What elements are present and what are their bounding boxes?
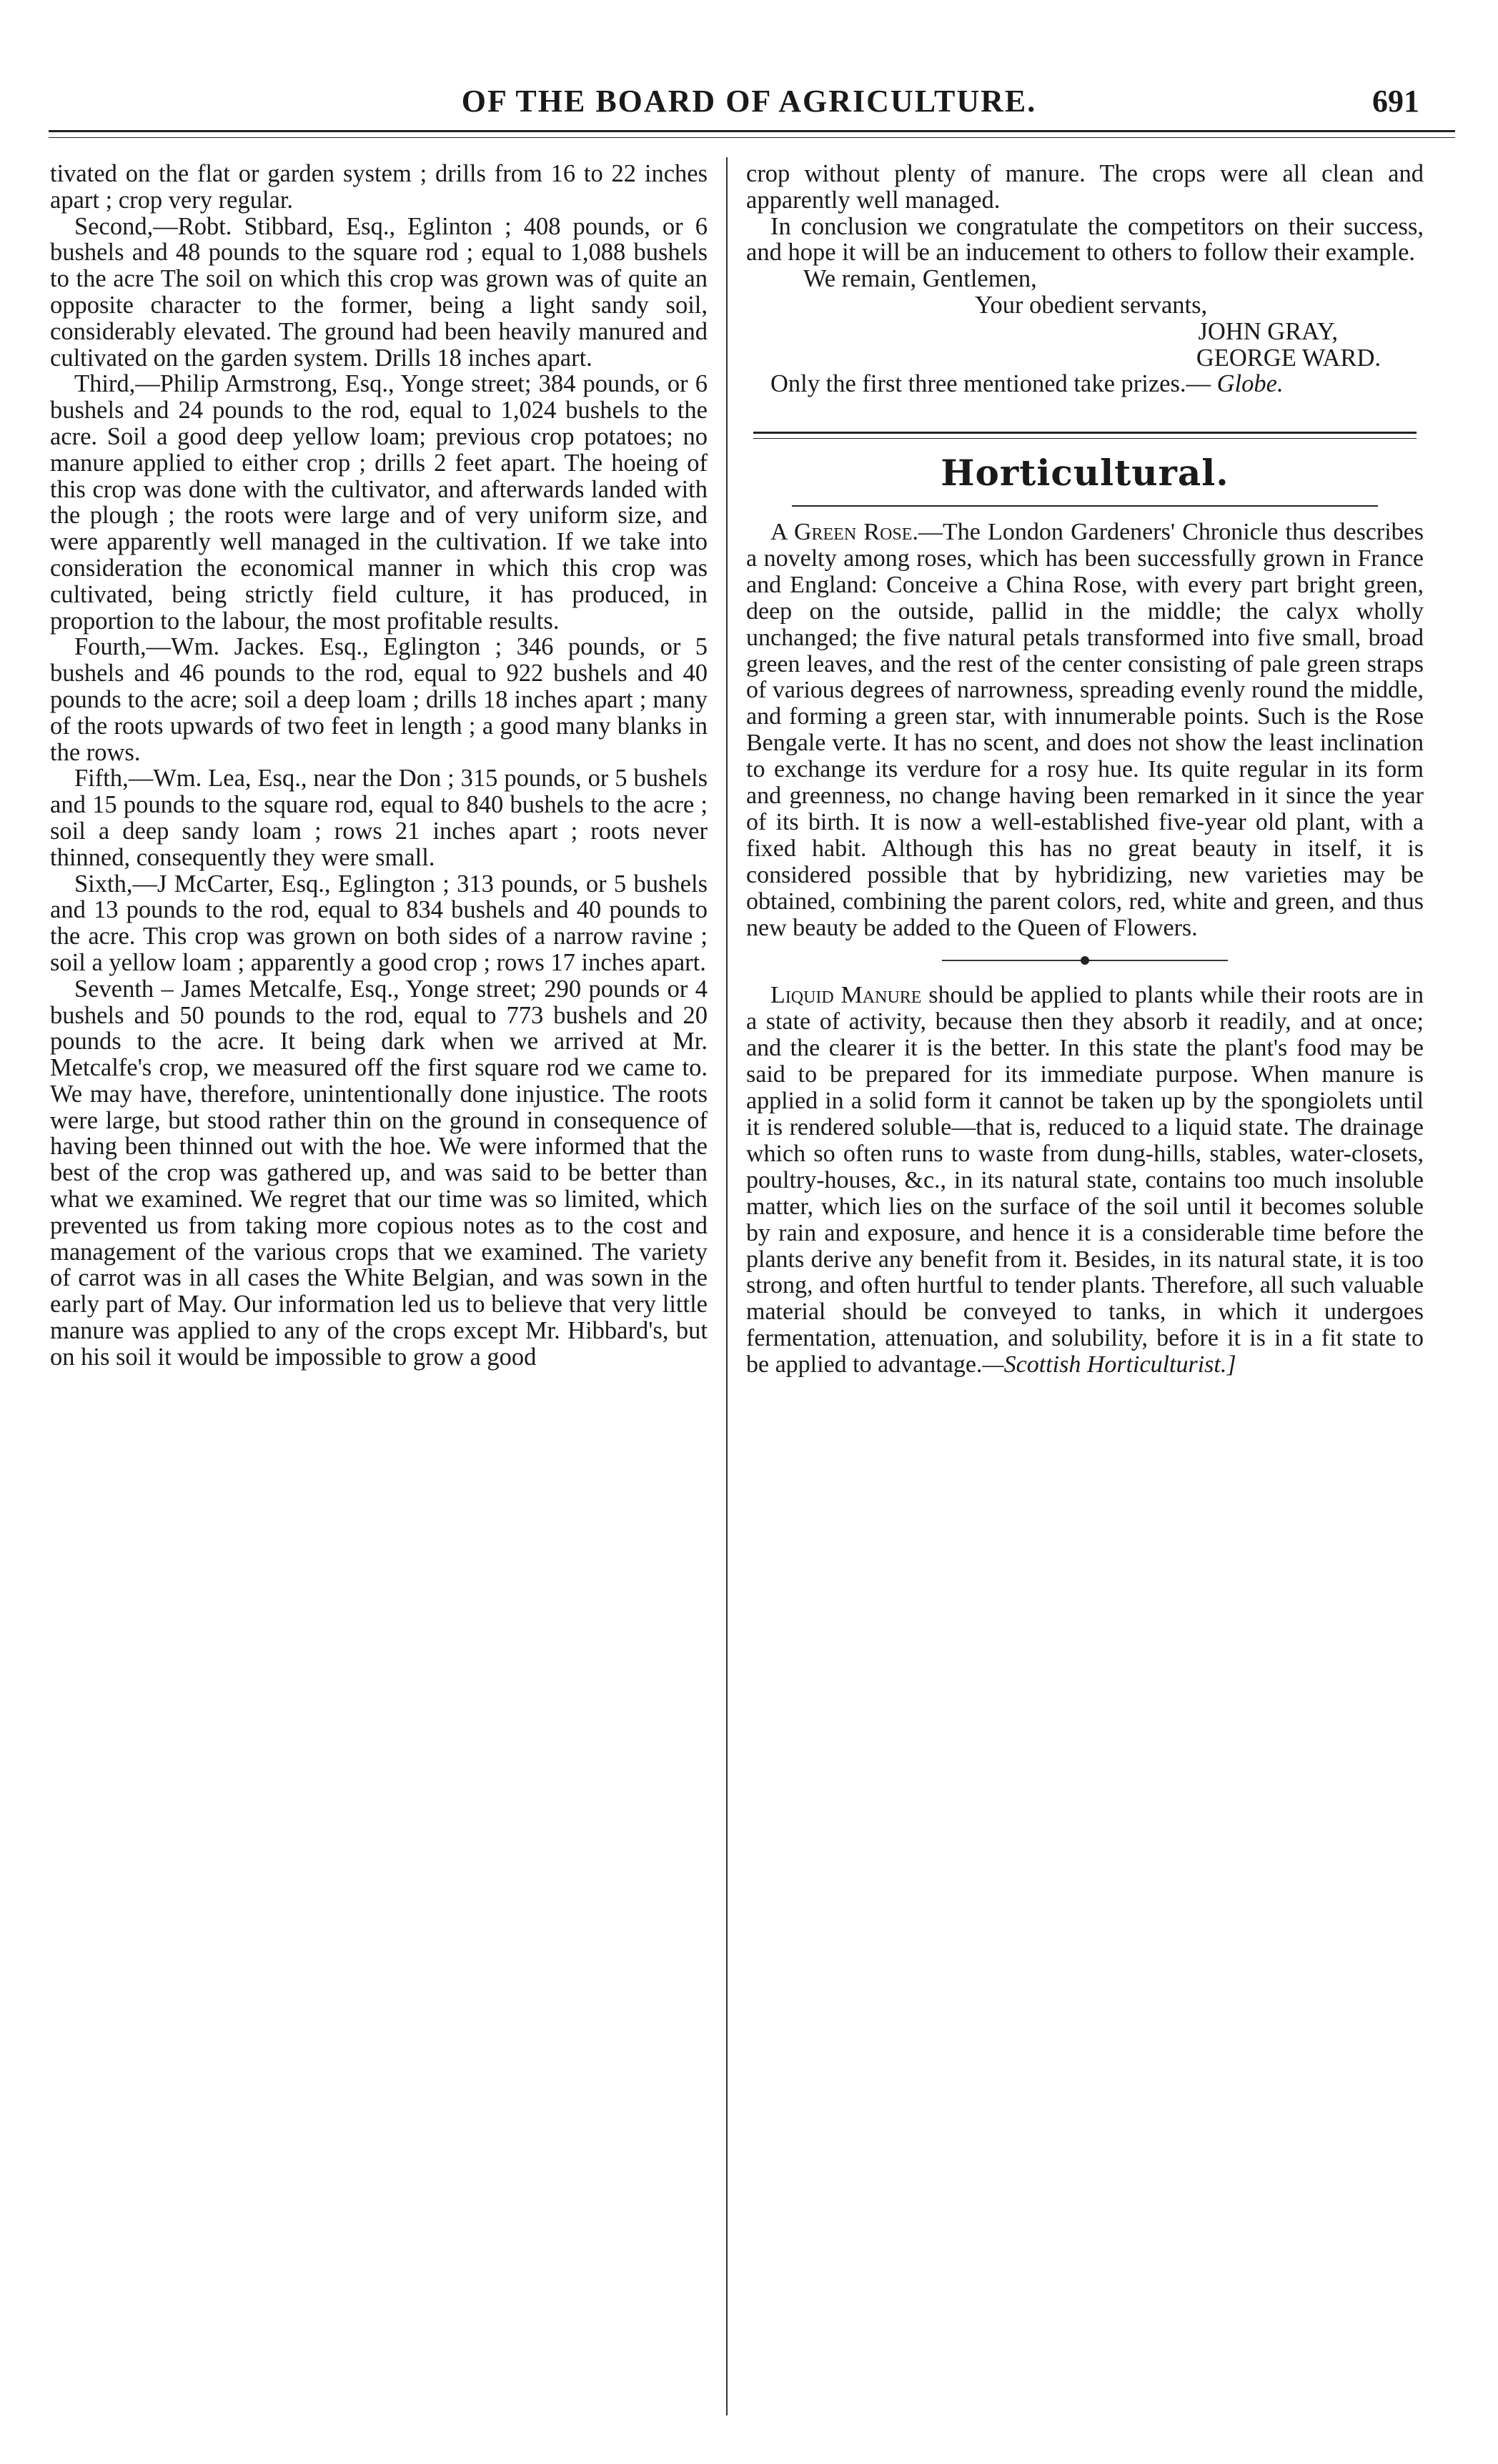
article-separator: [942, 960, 1228, 961]
closing-line: We remain, Gentlemen,: [803, 265, 1037, 293]
paragraph: Seventh – James Metcalfe, Esq., Yonge street; 290 pounds or 4 bushels and 50 pounds to the rod, equal to 773 bushels and 20 pounds to the acre. It being dark when we arrived at Mr. Metcalfe's crop, we measured off the first square rod we came to. We may have, therefore, unintentionally done injustice. The roots were large, but stood rather thin on the ground in consequence of having been thinned out with the hoe. We were informed that the best of the crop was gathered up, and was said to be better than what we examined. We regret that our time was so limited, which prevented us from taking more copious notes as to the cost and management of the various crops that we examined. The variety of carrot was in all cases the White Belgian, and was sown in the early part of May. Our information led us to believe that very little manure was applied to any of the crops except Mr. Hibbard's, but on his soil it would be impossible to grow a good: [50, 975, 708, 1371]
section-rule-thick: [753, 432, 1417, 434]
paragraph: In conclusion we congratulate the competitors on their success, and hope it will be an inducement to others to follow their example.: [746, 212, 1424, 267]
paragraph: crop without plenty of manure. The crops were all clean and apparently well managed.: [746, 160, 1424, 214]
paragraph: [746, 983, 1424, 1378]
header-rule-thick: [49, 130, 1455, 132]
article-lead: A Green Rose.: [770, 518, 918, 545]
right-column: [746, 161, 1424, 1378]
paragraph: Second,—Robt. Stibbard, Esq., Eglinton ; 408 pounds, or 6 bushels and 48 pounds to the square rod ; equal to 1,088 bushels to the acre The soil on which this crop was grown was of quite an opposite character to the former, being a light sandy soil, considerably elevated. The ground had been heavily manured and cultivated on the garden system. Drills 18 inches apart.: [50, 212, 708, 372]
paragraph: [746, 520, 1424, 942]
section-rule-thin: [753, 438, 1417, 439]
signature-block: [746, 266, 1424, 371]
prizes-note: Only the first three mentioned take prizes.—: [770, 370, 1211, 398]
article-text: should be applied to plants while their roots are in a state of activity, because then they absorb it readily, and at once; and the clearer it is the better. In this state the plant's food may be said to be prepared for its immediate purpose. When manure is applied in a solid form it cannot be taken up by the spongiolets until it is rendered soluble—that is, reduced to a liquid state. The drainage which so often runs to waste from dung-hills, stables, water-closets, poultry-houses, &c., in its natural state, contains too much insoluble matter, which lies on the surface of the soil until it becomes soluble by rain and exposure, and hence it is a considerable time before the plants derive any benefit from it. Besides, in its natural state, it is too strong, and often hurtful to tender plants. Therefore, all such valuable material should be conveyed to tanks, in which it undergoes fermentation, attenuation, and solubility, before it is in a fit state to be applied to advantage.: [746, 982, 1424, 1378]
section-heading: Horticultural.: [941, 452, 1229, 495]
closing-line: Your obedient servants,: [975, 291, 1208, 319]
source-credit: Globe.: [1216, 370, 1284, 398]
page-number: 691: [1372, 84, 1419, 119]
heading-rule: [792, 505, 1378, 507]
paragraph: Fourth,—Wm. Jackes. Esq., Eglington ; 346 pounds, or 5 bushels and 46 pounds to the rod, equal to 922 bushels and 40 pounds to the acre; soil a deep loam ; drills 18 inches apart ; many of the roots upwards of two feet in length ; a good many blanks in the rows.: [50, 633, 708, 766]
running-header: [0, 69, 1498, 126]
signer-name: JOHN GRAY,: [1198, 317, 1338, 345]
header-rule-thin: [49, 137, 1455, 138]
page-title: OF THE BOARD OF AGRICULTURE.: [461, 84, 1037, 119]
signer-name: GEORGE WARD.: [1196, 344, 1381, 372]
column-divider: [726, 157, 728, 2415]
paragraph: [746, 371, 1424, 397]
paragraph: tivated on the flat or garden system ; drills from 16 to 22 inches apart ; crop very regular.: [50, 160, 708, 214]
paragraph: Fifth,—Wm. Lea, Esq., near the Don ; 315 pounds, or 5 bushels and 15 pounds to the square rod, equal to 840 bushels to the acre ; soil a deep sandy loam ; rows 21 inches apart ; roots never thinned, consequently they were small.: [50, 765, 708, 871]
source-credit: —Scottish Horticulturist.]: [982, 1351, 1236, 1378]
article-lead: Liquid Manure: [770, 982, 922, 1009]
paragraph: Sixth,—J McCarter, Esq., Eglington ; 313 pounds, or 5 bushels and 13 pounds to the rod, equal to 834 bushels and 40 pounds to the acre. This crop was grown on both sides of a narrow ravine ; soil a yellow loam ; apparently a good crop ; rows 17 inches apart.: [50, 870, 708, 976]
article-text: —The London Gardeners' Chronicle thus describes a novelty among roses, which has been successfully grown in France and England: Conceive a China Rose, with every part bright green, deep on the outside, pallid in the middle; the calyx wholly unchanged; the five natural petals transformed into five small, broad green leaves, and the rest of the center consisting of pale green straps of various degrees of narrowness, spreading evenly round the middle, and forming a green star, with innumerable points. Such is the Rose Bengale verte. It has no scent, and does not show the least inclination to exchange its verdure for a rosy hue. Its quite regular in its form and greenness, no change having been remarked in it since the year of its birth. It is now a well-established five-year old plant, with a fixed habit. Although this has no great beauty in itself, it is considered possible that by hybridizing, new varieties may be obtained, combining the parent colors, red, white and green, and thus new beauty be added to the Queen of Flowers.: [746, 518, 1424, 941]
left-column: [50, 161, 708, 1371]
paragraph: Third,—Philip Armstrong, Esq., Yonge street; 384 pounds, or 6 bushels and 24 pounds to the rod, equal to 1,024 bushels to the acre. Soil a good deep yellow loam; previous crop potatoes; no manure applied to either crop ; drills 2 feet apart. The hoeing of this crop was done with the cultivator, and afterwards landed with the plough ; the roots were large and of very uniform size, and were apparently well managed in the cultivation. If we take into consideration the economical manner in which this crop was cultivated, being strictly field culture, it has produced, in proportion to the labour, the most profitable results.: [50, 370, 708, 635]
